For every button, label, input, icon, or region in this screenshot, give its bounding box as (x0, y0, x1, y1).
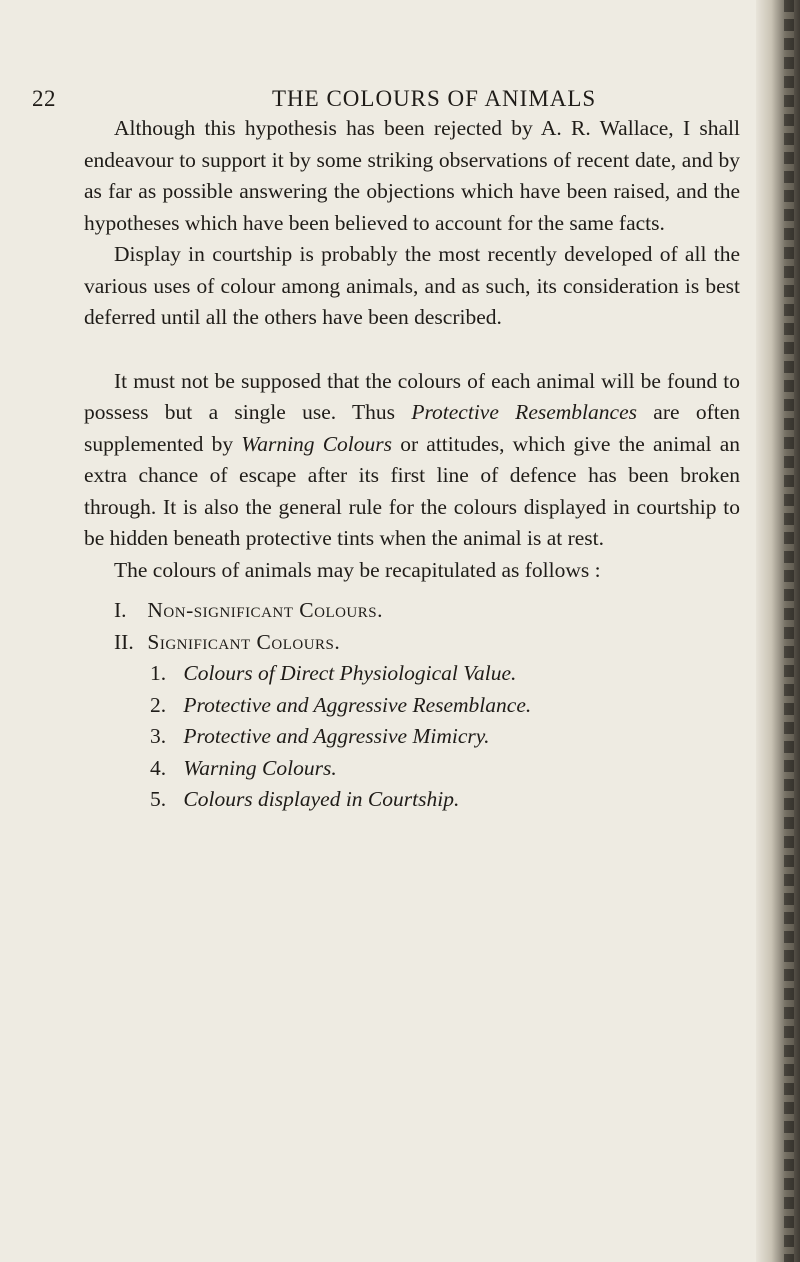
sublist-item-label: Protective and Aggressive Mimicry. (183, 724, 490, 748)
italic-term-warning-colours: Warning Colours (241, 431, 393, 456)
page-number: 22 (32, 86, 56, 111)
italic-term-protective-resemblances: Protective Resemblances (411, 400, 637, 424)
list-item-number: II. (114, 629, 134, 654)
sublist-item-number: 5. (150, 787, 167, 811)
list-item (84, 595, 740, 627)
sublist-item-label: Colours of Direct Physiological Value. (183, 661, 517, 685)
sublist-item-number: 3. (150, 724, 167, 748)
sublist-item-number: 2. (150, 692, 167, 717)
body-text (84, 113, 740, 816)
paragraph-text-segment: It must not be supposed that the colours of each animal will be found to possess but a single use. Thus (84, 368, 740, 424)
paragraph-courtship: Display in courtship is probably the most recently developed of all the various uses of colour among animals, and as such, its consideration is best deferred until all the others have been described. (84, 242, 740, 329)
list-item-label: Significant Colours. (147, 629, 341, 654)
sublist-item (84, 721, 740, 753)
paragraph-hypothesis: Although this hypothesis has been rejected by A. R. Wallace, I shall endeavour to support it by some striking observations of recent date, and by as far as possible answering the objections which have been raised, and the hypotheses which have been believed to account for the same facts. (84, 116, 740, 235)
sublist-item (84, 784, 740, 816)
paragraph-text-segment: are often supplemented by (84, 400, 741, 456)
sublist-item-label: Protective and Aggressive Resemblance. (183, 692, 532, 717)
paragraph-recapitulation: The colours of animals may be recapitulated as follows : (114, 557, 601, 582)
sublist-item-number: 1. (150, 661, 167, 685)
paragraph-multiple-uses (84, 366, 740, 555)
list-item (84, 627, 740, 659)
sublist-item-label: Warning Colours. (183, 755, 337, 780)
sublist-item (84, 690, 740, 722)
running-header (32, 86, 732, 116)
book-page-edge (756, 0, 800, 1262)
paragraph-text-segment: or attitudes, which give the animal an extra chance of escape after its first line of defence has been broken through. It is also the general rule for the colours displayed in courtship to be hidden beneath protective tints when the animal is at rest. (84, 431, 740, 550)
sublist-item-label: Colours displayed in Courtship. (183, 787, 460, 811)
sublist-item (84, 753, 740, 785)
sublist-item-number: 4. (150, 755, 167, 780)
list-item-label: Non-significant Colours. (147, 598, 383, 622)
list-item-number: I. (114, 598, 127, 622)
sublist-item (84, 658, 740, 690)
colour-classification-list (84, 595, 740, 816)
running-title: THE COLOURS OF ANIMALS (272, 86, 597, 111)
